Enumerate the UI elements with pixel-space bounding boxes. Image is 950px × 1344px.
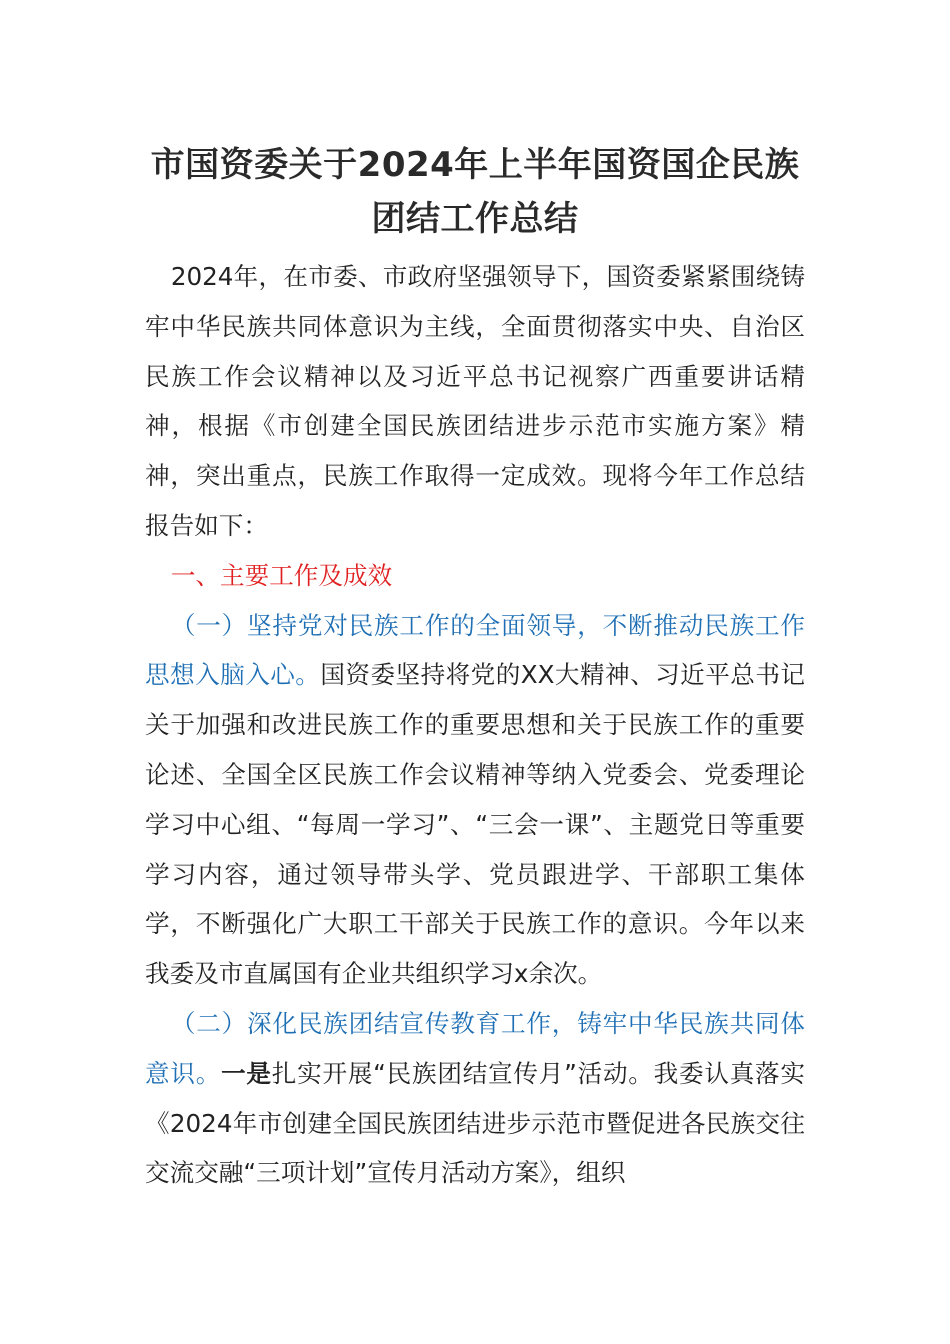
subsection-2-body: 扎实开展“民族团结宣传月”活动。我委认真落实《2024年市创建全国民族团结进步示范市暨促进各民族交往交流交融“三项计划”宣传月活动方案》，组织 (145, 1058, 805, 1188)
subsection-1-lead: （一）坚持党对民族工作的全面领导，不断推动民族工作思想入脑入心。 (145, 610, 805, 690)
subsection-2-paragraph (145, 999, 805, 1198)
document-title: 市国资委关于2024年上半年国资国企民族团结工作总结 (150, 145, 800, 239)
document-page (145, 138, 805, 1198)
intro-paragraph: 2024年，在市委、市政府坚强领导下，国资委紧紧围绕铸牢中华民族共同体意识为主线，全面贯彻落实中央、自治区民族工作会议精神以及习近平总书记视察广西重要讲话精神，根据《市创建全国民族团结进步示范市实施方案》精神，突出重点，民族工作取得一定成效。现将今年工作总结报告如下： (145, 262, 805, 540)
subsection-1-body: 国资委坚持将党的XX大精神、习近平总书记关于加强和改进民族工作的重要思想和关于民族工作的重要论述、全国全区民族工作会议精神等纳入党委会、党委理论学习中心组、“每周一学习”、“三会一课”、主题党日等重要学习内容，通过领导带头学、党员跟进学、干部职工集体学，不断强化广大职工干部关于民族工作的意识。今年以来我委及市直属国有企业共组织学习x余次。 (145, 660, 805, 989)
section-heading-main-work: 一、主要工作及成效 (170, 560, 393, 590)
subsection-2-lead: （二）深化民族团结宣传教育工作，铸牢中华民族共同体意识。 (145, 1008, 805, 1088)
subsection-1-paragraph (145, 601, 805, 999)
subsection-2-emphasis: 一是 (221, 1058, 272, 1088)
